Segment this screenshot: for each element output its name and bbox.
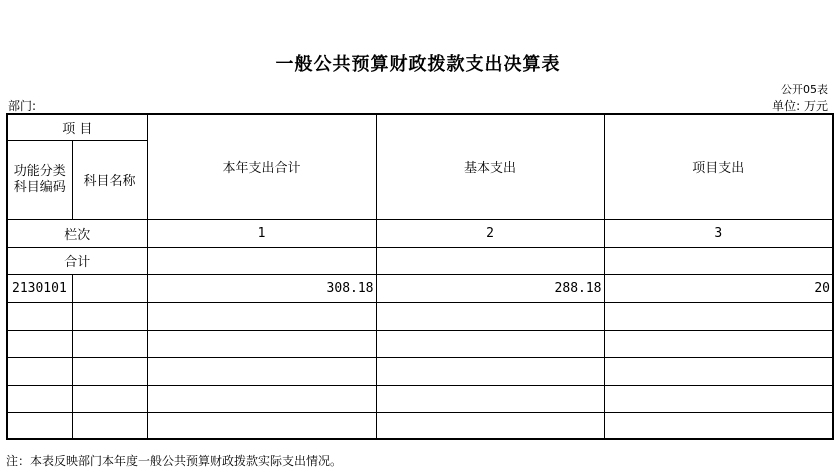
table-row: [7, 302, 833, 330]
header-subject-name: 科目名称: [72, 140, 147, 219]
empty-cell: [147, 330, 376, 357]
header-func-code: 功能分类科目编码: [7, 140, 72, 219]
empty-cell: [72, 385, 147, 412]
empty-cell: [72, 412, 147, 439]
empty-cell: [376, 330, 604, 357]
empty-cell: [604, 357, 833, 385]
department-label: 部门:: [8, 99, 37, 113]
expenditure-table: [6, 113, 834, 440]
empty-cell: [604, 302, 833, 330]
empty-cell: [7, 357, 72, 385]
total-cell: [147, 247, 376, 274]
row-total: 308.18: [147, 274, 376, 302]
empty-cell: [376, 302, 604, 330]
empty-cell: [7, 385, 72, 412]
row-name: [72, 274, 147, 302]
empty-cell: [72, 330, 147, 357]
row-project: 20: [604, 274, 833, 302]
page-title: 一般公共预算财政拨款支出决算表: [275, 54, 561, 75]
table-row: [7, 385, 833, 412]
col-index-label: 栏次: [7, 219, 147, 247]
col-index-2: 2: [376, 219, 604, 247]
empty-cell: [72, 302, 147, 330]
col-index-1: 1: [147, 219, 376, 247]
total-cell: [604, 247, 833, 274]
table-row: [7, 412, 833, 439]
total-cell: [376, 247, 604, 274]
header-total: 本年支出合计: [147, 114, 376, 219]
footnote: 注：本表反映部门本年度一般公共预算财政拨款实际支出情况。: [6, 454, 343, 468]
table-row: [7, 274, 833, 302]
empty-cell: [147, 385, 376, 412]
empty-cell: [72, 357, 147, 385]
empty-cell: [7, 412, 72, 439]
table-row: [7, 357, 833, 385]
empty-cell: [147, 302, 376, 330]
empty-cell: [147, 357, 376, 385]
header-basic: 基本支出: [376, 114, 604, 219]
form-number: 公开05表: [781, 83, 828, 96]
total-row-label: 合计: [7, 247, 147, 274]
empty-cell: [604, 330, 833, 357]
empty-cell: [376, 412, 604, 439]
empty-cell: [376, 357, 604, 385]
header-item: 项 目: [7, 114, 147, 140]
row-code: 2130101: [7, 274, 72, 302]
row-basic: 288.18: [376, 274, 604, 302]
unit-label: 单位: 万元: [772, 99, 828, 113]
table-row: [7, 330, 833, 357]
empty-cell: [147, 412, 376, 439]
empty-cell: [604, 412, 833, 439]
header-project: 项目支出: [604, 114, 833, 219]
col-index-3: 3: [604, 219, 833, 247]
empty-cell: [376, 385, 604, 412]
empty-cell: [7, 330, 72, 357]
empty-cell: [7, 302, 72, 330]
empty-cell: [604, 385, 833, 412]
